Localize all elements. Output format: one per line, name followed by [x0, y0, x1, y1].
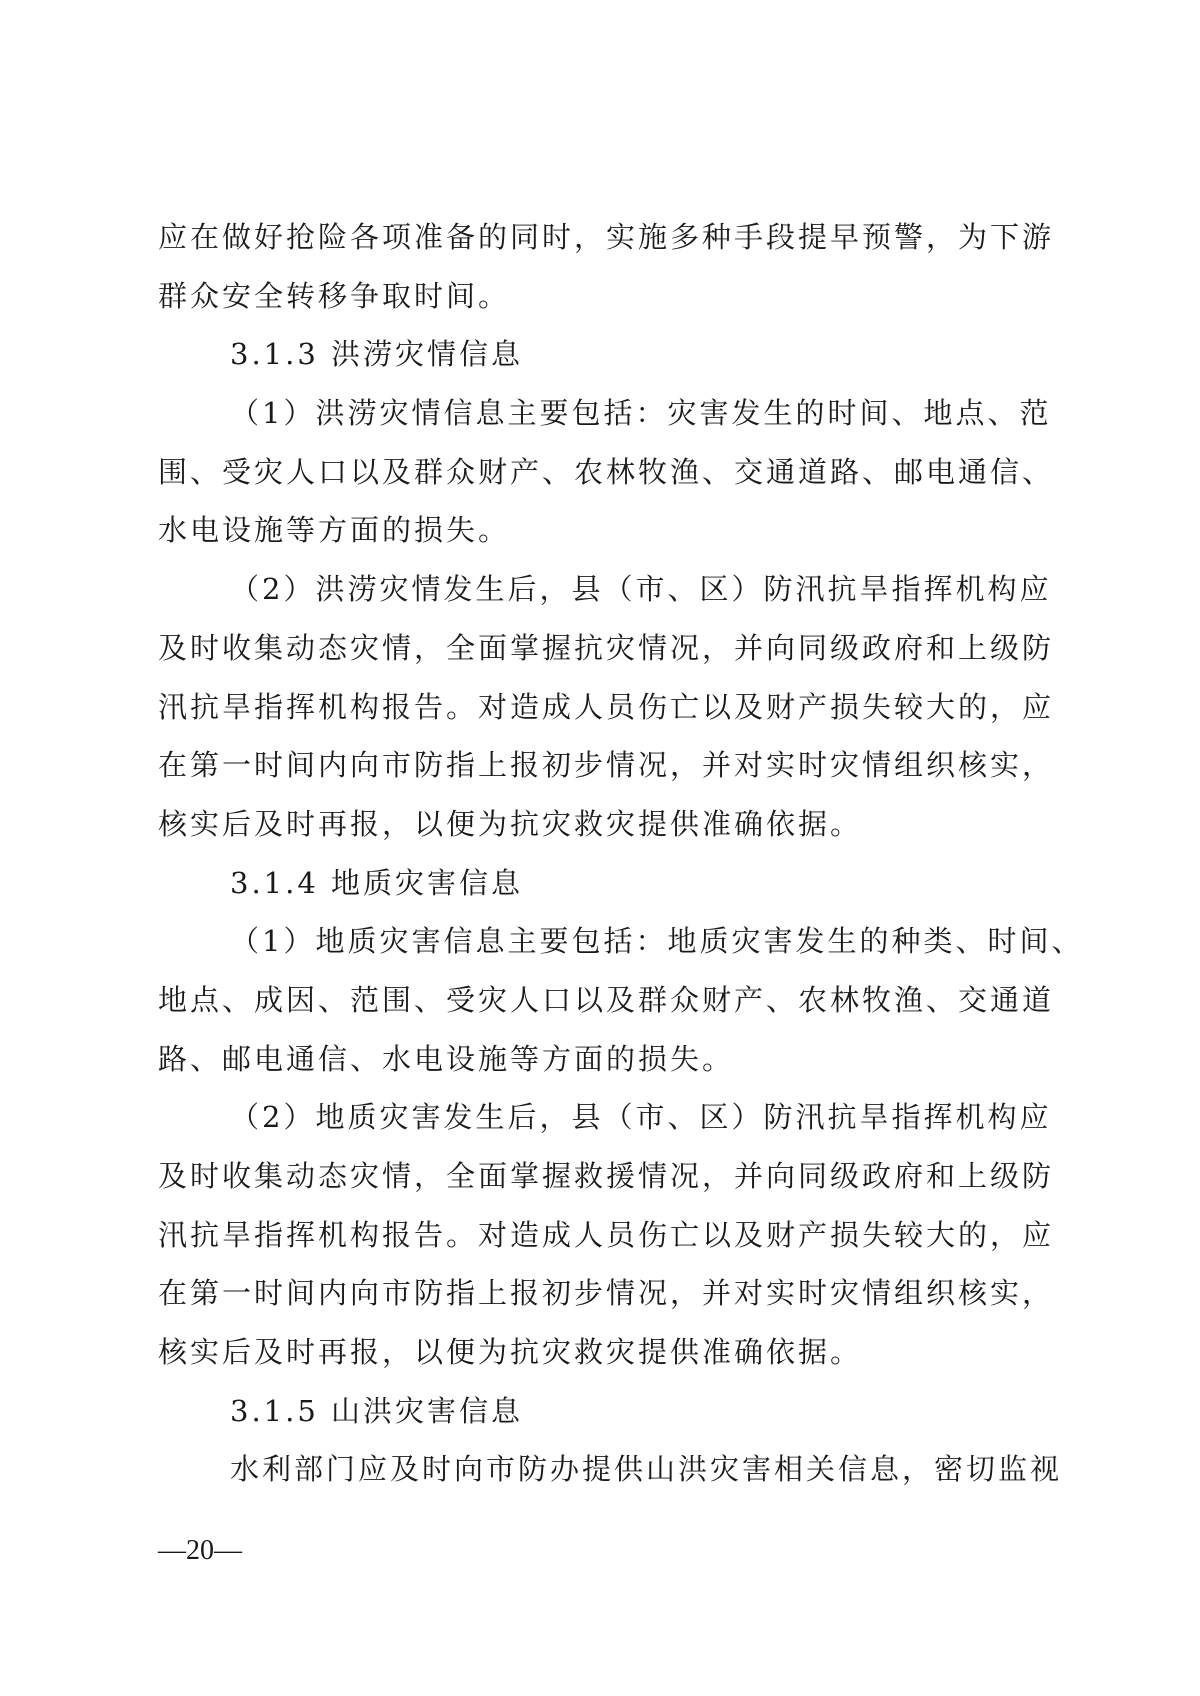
page-number: —20—: [158, 1535, 242, 1566]
document-body: [158, 208, 1084, 1499]
paragraph-start: （1）地质灾害信息主要包括：地质灾害发生的种类、时间、: [230, 924, 1084, 959]
text-line: 在第一时间内向市防指上报初步情况，并对实时灾情组织核实，: [158, 1276, 1055, 1311]
text-line: 群众安全转移争取时间。: [158, 278, 511, 313]
text-line: 在第一时间内向市防指上报初步情况，并对实时灾情组织核实，: [158, 748, 1055, 783]
paragraph-start: （2）洪涝灾情发生后，县（市、区）防汛抗旱指挥机构应: [230, 572, 1052, 607]
text-line: 核实后及时再报，以便为抗灾救灾提供准确依据。: [158, 1335, 863, 1370]
text-line: 核实后及时再报，以便为抗灾救灾提供准确依据。: [158, 806, 863, 841]
text-line: 应在做好抢险各项准备的同时，实施多种手段提早预警，为下游: [158, 220, 1055, 254]
text-line: 汛抗旱指挥机构报告。对造成人员伤亡以及财产损失较大的，应: [158, 1217, 1055, 1252]
text-line: 路、邮电通信、水电设施等方面的损失。: [158, 1041, 735, 1076]
text-line: 及时收集动态灾情，全面掌握抗灾情况，并向同级政府和上级防: [158, 630, 1055, 665]
text-line: 地点、成因、范围、受灾人口以及群众财产、农林牧渔、交通道: [158, 982, 1055, 1017]
text-line: 围、受灾人口以及群众财产、农林牧渔、交通道路、邮电通信、: [158, 454, 1055, 489]
section-heading: 3.1.3 洪涝灾情信息: [230, 337, 524, 372]
section-heading: 3.1.5 山洪灾害信息: [230, 1393, 524, 1428]
text-line: 及时收集动态灾情，全面掌握救援情况，并向同级政府和上级防: [158, 1159, 1055, 1193]
paragraph-start: （2）地质灾害发生后，县（市、区）防汛抗旱指挥机构应: [230, 1100, 1052, 1135]
paragraph-start: 水利部门应及时向市防办提供山洪灾害相关信息，密切监视: [230, 1452, 1063, 1487]
text-line: 水电设施等方面的损失。: [158, 513, 511, 548]
section-heading: 3.1.4 地质灾害信息: [230, 865, 524, 900]
paragraph-start: （1）洪涝灾情信息主要包括：灾害发生的时间、地点、范: [230, 396, 1052, 431]
text-line: 汛抗旱指挥机构报告。对造成人员伤亡以及财产损失较大的，应: [158, 689, 1055, 724]
